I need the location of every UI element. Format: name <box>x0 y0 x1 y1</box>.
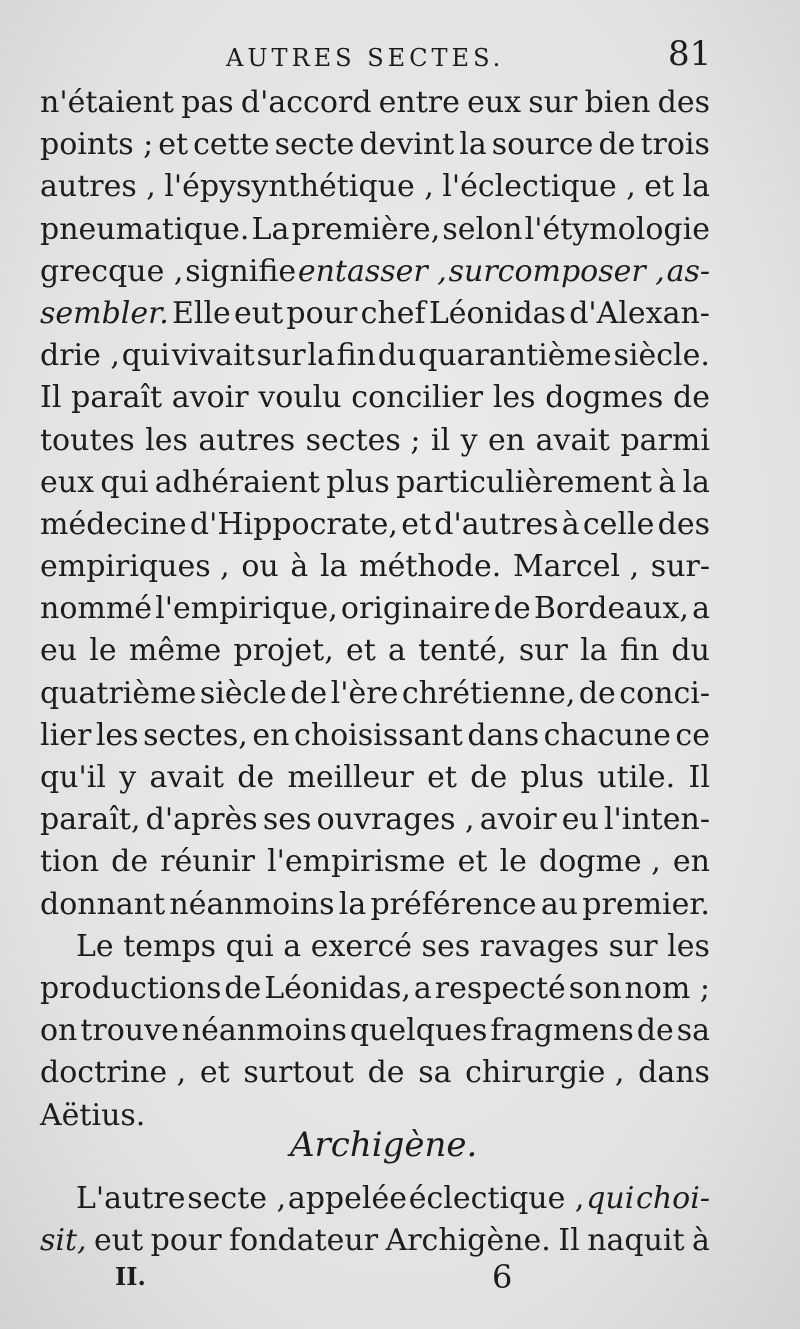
word: ses <box>421 928 471 964</box>
word: points ; <box>40 127 154 163</box>
word: secte <box>274 127 355 163</box>
word: Marcel , <box>512 549 640 585</box>
word: exercé <box>310 928 413 964</box>
word: du <box>671 633 710 669</box>
word: fondateur <box>229 1223 379 1259</box>
word: autres , <box>40 169 156 205</box>
word: qu'il <box>40 760 106 795</box>
word: a <box>388 633 406 669</box>
paragraph-2 <box>40 926 710 1137</box>
word: sur <box>518 633 568 669</box>
text-line <box>40 588 710 630</box>
word: dogme , <box>539 844 661 880</box>
word: qui <box>121 338 170 374</box>
word: chef <box>360 295 426 331</box>
word: ou <box>241 549 279 585</box>
word: y <box>119 760 137 795</box>
word: Il <box>40 380 62 416</box>
word: fragmens <box>490 1013 634 1049</box>
word: les <box>145 422 188 458</box>
word: respecté <box>434 970 566 1006</box>
word: nom ; <box>624 970 710 1006</box>
text-line <box>40 209 710 251</box>
word: paraît <box>71 380 163 416</box>
word: Léonidas <box>428 295 566 331</box>
text-line <box>40 82 710 124</box>
section-heading-text: Archigène. <box>290 1125 478 1165</box>
word: avait <box>149 760 224 795</box>
word: néanmoins <box>169 886 335 922</box>
text-line <box>40 420 710 462</box>
word: avait <box>535 422 610 458</box>
word: sectes, <box>143 717 248 753</box>
word: selon <box>442 211 523 247</box>
word: la <box>459 127 487 163</box>
word: de <box>578 675 616 711</box>
word: fin <box>619 633 660 669</box>
word: de <box>237 760 275 795</box>
word: l'empirique, <box>155 591 338 627</box>
text-line <box>40 1010 710 1052</box>
word: bien <box>584 85 651 120</box>
word: la <box>338 886 367 922</box>
word: pas <box>181 85 234 120</box>
word: à <box>290 549 309 585</box>
word: temps <box>123 928 217 964</box>
word: l'empirisme <box>267 844 446 880</box>
word: la <box>580 633 608 669</box>
word: il <box>430 422 451 458</box>
word: siècle <box>199 675 287 711</box>
word: chirurgie , <box>465 1055 625 1091</box>
word: d'Hippocrate, <box>189 506 398 542</box>
word: L'autre <box>76 1181 186 1216</box>
word: cette <box>193 127 270 163</box>
word: l'épysynthétique , <box>164 169 434 205</box>
word: devint <box>359 127 455 163</box>
text-line <box>40 715 710 757</box>
word: eu <box>40 633 78 669</box>
word: Il <box>558 1223 580 1259</box>
word: quatrième <box>40 675 197 711</box>
word: dans <box>638 1055 710 1091</box>
word: en <box>672 844 710 880</box>
word: pour <box>150 1223 222 1259</box>
word: ses <box>262 802 312 838</box>
word: d'autres <box>434 506 559 542</box>
word: sa <box>418 1055 452 1091</box>
word: les <box>492 380 536 416</box>
word: surcomposer , <box>448 253 665 289</box>
word: sit, <box>40 1223 87 1259</box>
word: conci- <box>619 675 710 711</box>
word: pneumatique. <box>40 211 250 247</box>
word: plus <box>520 760 585 795</box>
word: et <box>199 1055 230 1091</box>
word: première, <box>291 211 441 247</box>
text-line <box>40 1178 710 1220</box>
section-heading <box>0 1125 800 1169</box>
word: de <box>598 127 636 163</box>
word: des <box>657 506 710 542</box>
word: originaire <box>340 591 491 627</box>
word: Archigène. <box>385 1223 551 1259</box>
word: plus <box>326 464 390 500</box>
text-line <box>40 504 710 546</box>
word: appelée <box>287 1181 407 1216</box>
word: signifie <box>185 253 297 289</box>
word: Aëtius. <box>40 1097 146 1133</box>
word: néanmoins <box>181 1013 347 1049</box>
word: des <box>657 85 710 120</box>
body-text <box>40 82 710 1137</box>
text-line <box>40 1220 710 1262</box>
word: la <box>319 549 348 585</box>
text-line <box>40 757 710 799</box>
word: l'étymologie <box>524 211 710 247</box>
word: à <box>561 506 580 542</box>
text-line <box>40 166 710 208</box>
word: Elle <box>171 295 231 331</box>
word: de <box>470 760 508 795</box>
word: la <box>682 464 710 500</box>
word: particulièrement <box>396 464 652 500</box>
word: et <box>345 633 376 669</box>
word: Léonidas, <box>264 970 411 1006</box>
word: la <box>682 169 710 205</box>
text-line <box>40 968 710 1010</box>
running-head-title: AUTRES SECTES. <box>226 44 505 72</box>
word: eu <box>561 802 599 838</box>
text-line <box>40 124 710 166</box>
word: au <box>540 886 579 922</box>
word: concilier <box>351 380 484 416</box>
word: même <box>128 633 222 669</box>
word: n'étaient <box>40 85 174 120</box>
word: siècle. <box>613 338 710 374</box>
word: choisissant <box>293 717 463 753</box>
word: voulu <box>258 380 342 416</box>
word: du <box>377 338 417 374</box>
text-line <box>40 462 710 504</box>
word: pour <box>286 295 358 331</box>
word: parmi <box>620 422 710 458</box>
word: les <box>95 717 139 753</box>
text-line <box>40 335 710 377</box>
word: productions <box>40 970 222 1006</box>
word: sur <box>528 85 578 120</box>
word: et <box>427 760 457 795</box>
word: vivait <box>171 338 255 374</box>
word: sectes ; <box>305 422 421 458</box>
word: de <box>224 970 262 1006</box>
word: à <box>658 464 677 500</box>
word: toutes <box>40 422 135 458</box>
word: trouve <box>80 1013 179 1049</box>
word: nommé <box>40 591 153 627</box>
word: doctrine , <box>40 1055 187 1091</box>
word: d'accord <box>240 85 372 120</box>
text-line <box>40 799 710 841</box>
word: eux <box>40 464 94 500</box>
word: et <box>401 506 432 542</box>
word: de <box>111 844 149 880</box>
word: de <box>367 1055 405 1091</box>
word: La <box>251 211 290 247</box>
word: eut <box>94 1223 144 1259</box>
word: dans <box>467 717 540 753</box>
word: donnant <box>40 886 166 922</box>
word: l'ère <box>330 675 399 711</box>
word: l'inten- <box>603 802 710 838</box>
text-line <box>40 841 710 883</box>
text-line <box>40 884 710 926</box>
word: a <box>413 970 432 1006</box>
word: de <box>290 675 328 711</box>
word: en <box>488 422 526 458</box>
word: chacune <box>543 717 671 753</box>
word: a <box>692 591 710 627</box>
word: et <box>457 844 488 880</box>
word: d'après <box>145 802 258 838</box>
word: ravages <box>479 928 600 964</box>
catchword: 6 <box>492 1258 513 1296</box>
word: éclectique , <box>408 1181 585 1216</box>
word: préférence <box>370 886 537 922</box>
word: choi- <box>636 1181 710 1216</box>
text-line <box>40 293 710 335</box>
paragraph-1 <box>40 82 710 926</box>
word: Le <box>76 928 114 964</box>
text-line <box>40 673 710 715</box>
word: utile. <box>597 760 676 795</box>
word: adhéraient <box>154 464 320 500</box>
word: les <box>667 928 710 964</box>
word: méthode. <box>359 549 502 585</box>
word: à <box>692 1223 710 1259</box>
word: l'éclectique , <box>442 169 636 205</box>
word: de <box>493 591 531 627</box>
word: de <box>673 380 710 416</box>
word: y <box>460 422 478 458</box>
page-number: 81 <box>668 34 712 74</box>
word: d'Alexan- <box>569 295 710 331</box>
word: le <box>89 633 117 669</box>
word: eux <box>467 85 522 120</box>
word: son <box>568 970 622 1006</box>
word: Bordeaux, <box>533 591 689 627</box>
word: réunir <box>160 844 255 880</box>
word: autres <box>198 422 296 458</box>
word: avoir <box>479 802 557 838</box>
word: et <box>644 169 675 205</box>
signature-mark: II. <box>115 1262 146 1291</box>
word: tion <box>40 844 100 880</box>
paragraph-3 <box>40 1178 710 1262</box>
word: fin <box>336 338 376 374</box>
word: en <box>252 717 290 753</box>
word: eut <box>234 295 284 331</box>
word: trois <box>640 127 710 163</box>
running-head <box>0 34 800 84</box>
word: on <box>40 1013 78 1049</box>
word: entasser , <box>297 253 447 289</box>
word: sa <box>676 1013 710 1049</box>
word: chrétienne, <box>401 675 576 711</box>
word: premier. <box>582 886 710 922</box>
word: sur- <box>650 549 710 585</box>
word: le <box>499 844 527 880</box>
text-line <box>40 377 710 419</box>
word: médecine <box>40 506 187 542</box>
word: de <box>636 1013 674 1049</box>
word: ouvrages , <box>316 802 475 838</box>
word: quelques <box>349 1013 488 1049</box>
word: as- <box>666 253 710 289</box>
word: source <box>491 127 594 163</box>
word: ce <box>675 717 710 753</box>
word: et <box>158 127 189 163</box>
word: grecque , <box>40 253 184 289</box>
word: sembler. <box>40 295 169 331</box>
word: a <box>283 928 302 964</box>
word: projet, <box>233 633 334 669</box>
word: meilleur <box>287 760 414 795</box>
word: empiriques , <box>40 549 230 585</box>
text-line <box>40 1052 710 1094</box>
word: sur <box>608 928 658 964</box>
word: drie , <box>40 338 120 374</box>
word: qui <box>225 928 274 964</box>
word: qui <box>100 464 149 500</box>
word: la <box>307 338 335 374</box>
text-line <box>40 926 710 968</box>
word: avoir <box>171 380 249 416</box>
text-line <box>40 251 710 293</box>
word: secte , <box>187 1181 287 1216</box>
word: lier <box>40 717 92 753</box>
word: dogmes <box>545 380 664 416</box>
word: entre <box>378 85 460 120</box>
word: celle <box>582 506 655 542</box>
word: qui <box>586 1181 635 1216</box>
text-line <box>40 630 710 672</box>
word: paraît, <box>40 802 141 838</box>
text-line <box>40 546 710 588</box>
word: naquit <box>587 1223 685 1259</box>
word: surtout <box>243 1055 354 1091</box>
word: Il <box>688 760 710 795</box>
word: tenté, <box>418 633 507 669</box>
word: sur <box>256 338 306 374</box>
word: quarantième <box>418 338 612 374</box>
